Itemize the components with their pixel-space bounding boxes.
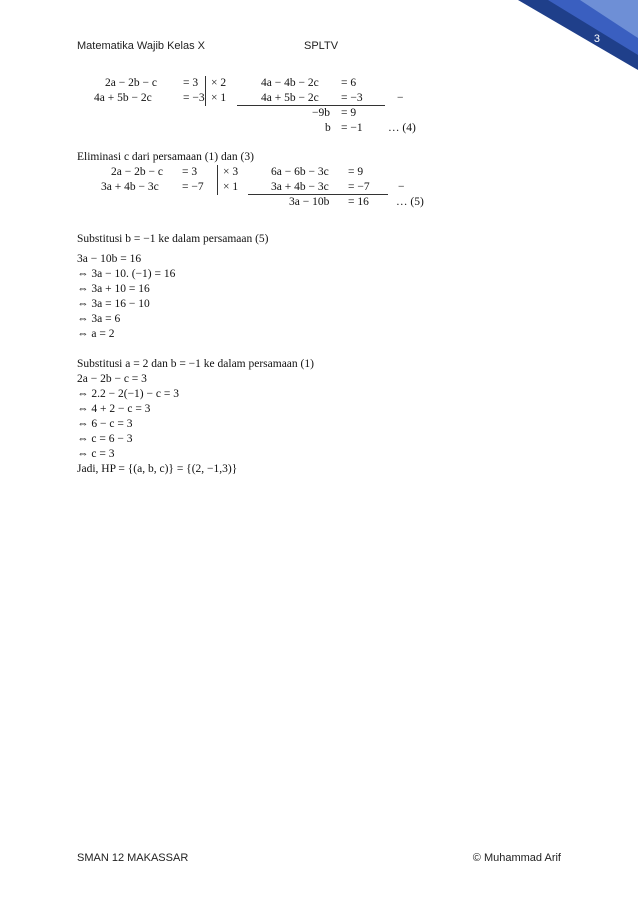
b4-line-6: ⇔ c = 3 [77, 448, 115, 460]
b4-conclusion: Jadi, HP = {(a, b, c)} = {(2, −1,3)} [77, 463, 238, 475]
b1-left-rhs-2: = −3 [183, 92, 205, 104]
b2-right-eq-3: 3a − 10b [289, 196, 330, 208]
b4-line-3: ⇔ 4 + 2 − c = 3 [77, 403, 151, 415]
b3-intro: Substitusi b = −1 ke dalam persamaan (5) [77, 233, 269, 245]
b2-right-eq-2: 3a + 4b − 3c [271, 181, 329, 193]
b3-line-6: ⇔ a = 2 [77, 328, 115, 340]
b1-right-eq-1: 4a − 4b − 2c [261, 77, 319, 89]
b1-left-eq-2: 4a + 5b − 2c [94, 92, 152, 104]
b2-divider [217, 165, 218, 195]
b3-line-1: 3a − 10b = 16 [77, 253, 142, 265]
b1-right-rhs-3: = 9 [341, 107, 357, 119]
b1-left-mult-2: × 1 [211, 92, 227, 104]
b2-right-rhs-1: = 9 [348, 166, 364, 178]
b1-right-rhs-1: = 6 [341, 77, 357, 89]
b3-line-3: ⇔ 3a + 10 = 16 [77, 283, 150, 295]
b2-left-rhs-2: = −7 [182, 181, 204, 193]
b2-eq-number: … (5) [396, 196, 424, 208]
b1-right-eq-2: 4a + 5b − 2c [261, 92, 319, 104]
b3-line-5: ⇔ 3a = 6 [77, 313, 121, 325]
b1-left-rhs-1: = 3 [183, 77, 199, 89]
b1-right-eq-3: −9b [312, 107, 330, 119]
b2-right-rhs-3: = 16 [348, 196, 369, 208]
b2-left-eq-2: 3a + 4b − 3c [101, 181, 159, 193]
b2-right-rhs-2: = −7 [348, 181, 370, 193]
b1-eq-number: … (4) [388, 122, 416, 134]
b3-line-2: ⇔ 3a − 10. (−1) = 16 [77, 268, 176, 280]
header-topic: SPLTV [304, 40, 339, 52]
page-number: 3 [593, 33, 600, 45]
footer-author: © Muhammad Arif [472, 852, 561, 864]
b2-left-mult-2: × 1 [223, 181, 239, 193]
footer-school: SMAN 12 MAKASSAR [77, 852, 189, 864]
b1-right-eq-4: b [325, 122, 331, 134]
b4-line-5: ⇔ c = 6 − 3 [77, 433, 133, 445]
b1-left-eq-1: 2a − 2b − c [105, 77, 157, 89]
b2-left-eq-1: 2a − 2b − c [111, 166, 163, 178]
b4-line-2: ⇔ 2.2 − 2(−1) − c = 3 [77, 388, 179, 400]
b2-right-eq-1: 6a − 6b − 3c [271, 166, 329, 178]
b2-intro: Eliminasi c dari persamaan (1) dan (3) [77, 151, 254, 163]
b4-line-4: ⇔ 6 − c = 3 [77, 418, 133, 430]
b4-line-1: 2a − 2b − c = 3 [77, 373, 147, 385]
b3-line-4: ⇔ 3a = 16 − 10 [77, 298, 150, 310]
b1-result-line [237, 105, 385, 106]
b1-minus-op: − [397, 92, 404, 104]
b2-left-rhs-1: = 3 [182, 166, 198, 178]
b1-right-rhs-4: = −1 [341, 122, 363, 134]
b1-left-mult-1: × 2 [211, 77, 227, 89]
corner-decoration [518, 0, 638, 70]
b1-right-rhs-2: = −3 [341, 92, 363, 104]
header-title: Matematika Wajib Kelas X [77, 40, 205, 52]
b2-minus-op: − [398, 181, 405, 193]
b2-left-mult-1: × 3 [223, 166, 239, 178]
b1-divider [205, 76, 206, 106]
b4-intro: Substitusi a = 2 dan b = −1 ke dalam persamaan (1) [77, 358, 314, 370]
